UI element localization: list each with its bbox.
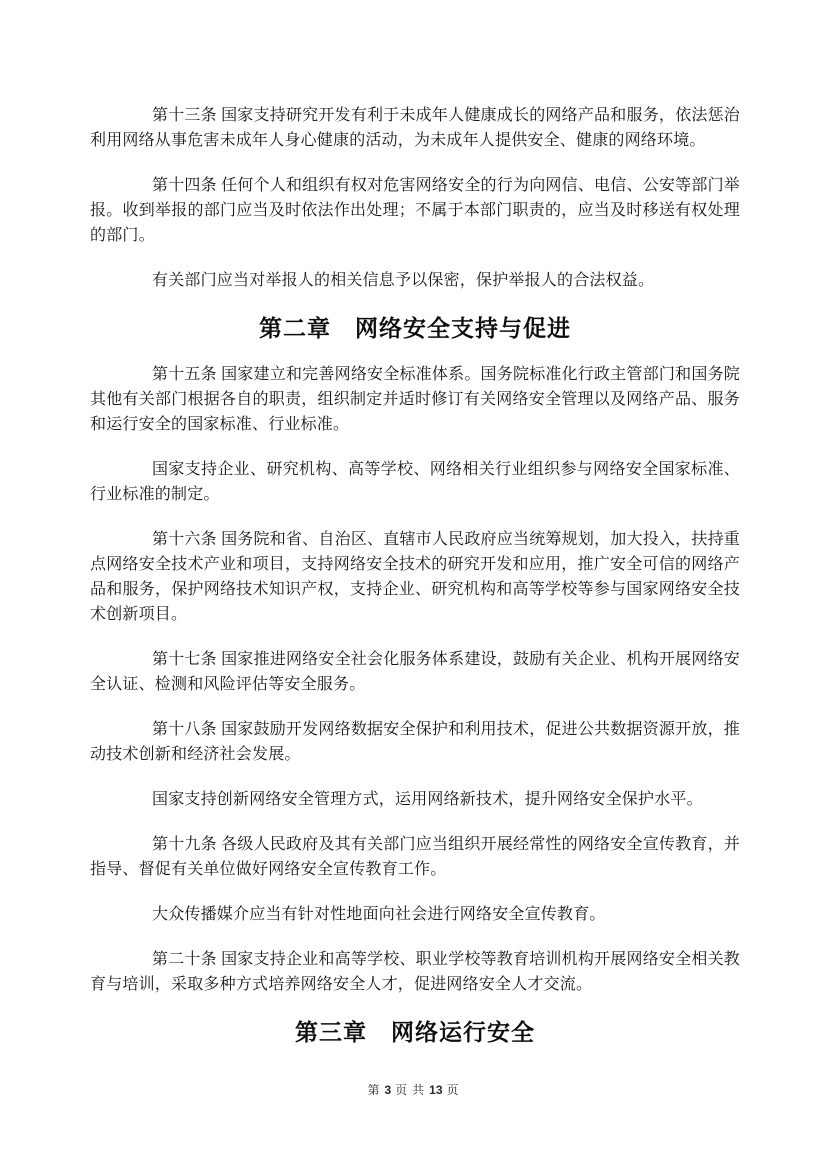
paragraph-article-17: 第十七条 国家推进网络安全社会化服务体系建设，鼓励有关企业、机构开展网络安全认证、检测和风险评估等安全服务。 bbox=[90, 651, 740, 693]
paragraph-article-19-clause-2: 大众传播媒介应当有针对性地面向社会进行网络安全宣传教育。 bbox=[152, 906, 606, 923]
footer-page-prefix: 第 bbox=[367, 1083, 381, 1097]
paragraph-article-13: 第十三条 国家支持研究开发有利于未成年人健康成长的网络产品和服务，依法惩治利用网络从事危害未成年人身心健康的活动，为未成年人提供安全、健康的网络环境。 bbox=[90, 107, 740, 149]
footer-page-number: 3 bbox=[384, 1083, 392, 1097]
paragraph-article-19: 第十九条 各级人民政府及其有关部门应当组织开展经常性的网络安全宣传教育，并指导、督促有关单位做好网络安全宣传教育工作。 bbox=[90, 836, 740, 878]
footer-total-pages: 13 bbox=[429, 1083, 443, 1097]
footer-of-label: 共 bbox=[412, 1083, 426, 1097]
paragraph-article-14: 第十四条 任何个人和组织有权对危害网络安全的行为向网信、电信、公安等部门举报。收到举报的部门应当及时依法作出处理；不属于本部门职责的，应当及时移送有权处理的部门。 bbox=[90, 177, 740, 244]
paragraph-article-18-clause-2: 国家支持创新网络安全管理方式，运用网络新技术，提升网络安全保护水平。 bbox=[152, 791, 703, 808]
paragraph-article-15: 第十五条 国家建立和完善网络安全标准体系。国务院标准化行政主管部门和国务院其他有关部门根据各自的职责，组织制定并适时修订有关网络安全管理以及网络产品、服务和运行安全的国家标准、行业标准。 bbox=[90, 366, 740, 433]
footer-total-label: 页 bbox=[446, 1083, 460, 1097]
page-footer bbox=[0, 1081, 827, 1098]
paragraph-article-20: 第二十条 国家支持企业和高等学校、职业学校等教育培训机构开展网络安全相关教育与培训，采取多种方式培养网络安全人才，促进网络安全人才交流。 bbox=[90, 951, 740, 993]
paragraph-article-18: 第十八条 国家鼓励开发网络数据安全保护和利用技术，促进公共数据资源开放，推动技术创新和经济社会发展。 bbox=[90, 721, 740, 763]
paragraph-article-15-clause-2: 国家支持企业、研究机构、高等学校、网络相关行业组织参与网络安全国家标准、行业标准的制定。 bbox=[90, 461, 740, 503]
paragraph-article-14-clause-2: 有关部门应当对举报人的相关信息予以保密，保护举报人的合法权益。 bbox=[152, 272, 655, 289]
footer-page-label: 页 bbox=[395, 1083, 409, 1097]
chapter-3-heading: 第三章 网络运行安全 bbox=[295, 1019, 535, 1045]
paragraph-article-16: 第十六条 国务院和省、自治区、直辖市人民政府应当统筹规划，加大投入，扶持重点网络安全技术产业和项目，支持网络安全技术的研究开发和应用，推广安全可信的网络产品和服务，保护网络技术知识产权，支持企业、研究机构和高等学校等参与国家网络安全技术创新项目。 bbox=[90, 531, 740, 623]
chapter-2-heading: 第二章 网络安全支持与促进 bbox=[259, 315, 571, 341]
